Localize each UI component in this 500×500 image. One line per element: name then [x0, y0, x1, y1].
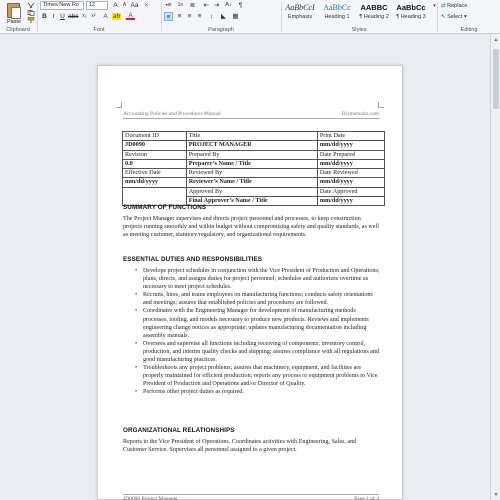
- clipboard-group: Paste Clipboard: [0, 0, 36, 34]
- increase-indent-icon[interactable]: ⇥: [213, 2, 220, 9]
- line-spacing-icon[interactable]: ↕: [209, 13, 214, 20]
- summary-paragraph: The Project Manager supervises and directs project personnel and processes, to keep construction projects running smoothly and within budget without compromising safety and quality standards, as well as meeting customer, statutory/regulatory, and organizational requirements.: [123, 216, 379, 239]
- text-effects-icon[interactable]: A: [103, 13, 108, 20]
- replace-button[interactable]: ⇄ Replace: [441, 3, 468, 9]
- duties-heading: ESSENTIAL DUTIES AND RESPONSIBILITIES: [123, 256, 263, 263]
- clear-format-icon[interactable]: ⨯: [143, 2, 150, 9]
- styles-gallery: AaBbCcI Emphasis AaBbCc Heading 1 AABBC ¶ Heading 2 AaBbCc ¶ Heading 3 ▾ Styles: [282, 0, 436, 26]
- select-button[interactable]: ↖ Select ▾: [441, 14, 467, 20]
- list-item: • Performs other project duties as required.: [123, 388, 381, 396]
- scroll-down-icon[interactable]: ▼: [493, 492, 499, 498]
- style-heading-2[interactable]: AABBC ¶ Heading 2: [359, 3, 389, 20]
- shrink-font-icon[interactable]: A: [122, 2, 127, 8]
- page-footer: JD0090 Project Manager Page 1 of 4: [123, 496, 379, 500]
- ribbon: [0, 0, 500, 34]
- duties-list: [123, 267, 381, 397]
- style-heading-3[interactable]: AaBbCc ¶ Heading 3: [396, 3, 426, 20]
- copy-icon[interactable]: [27, 10, 35, 16]
- show-marks-icon[interactable]: ¶: [238, 2, 243, 9]
- paragraph-group: •≡ 1≡ ≣ ⇤ ⇥ A↓ ¶ ≡ ≡ ≡ ≡ ↕ ◣ ▦ Paragraph: [162, 0, 280, 34]
- table-row: mm/dd/yyyy Reviewer’s Name / Title mm/dd/yyyy: [123, 178, 385, 187]
- bold-icon[interactable]: B: [42, 13, 47, 20]
- shading-icon[interactable]: ◣: [221, 13, 226, 20]
- list-item: • Coordinates with the Engineering Manager for development of manufacturing methods processes, tooling, and models necessary to produce new products. Reviews and implements engineering change notices as appropriate; updates manufacturing documentation including assembly manuals.: [123, 307, 381, 339]
- superscript-icon[interactable]: x²: [91, 13, 96, 19]
- align-center-icon[interactable]: ≡: [177, 13, 182, 20]
- multilevel-list-icon[interactable]: ≣: [189, 2, 196, 9]
- editing-group: ⇄ Replace ↖ Select ▾ Editing: [441, 3, 478, 33]
- replace-icon: ⇄: [441, 3, 446, 9]
- table-row: Approved By Date Approved: [123, 187, 385, 196]
- font-group: Times New Ro 12 A A Aa ⨯ B I U abc x₂ x² A ab A Font: [38, 0, 160, 34]
- borders-icon[interactable]: ▦: [232, 13, 239, 20]
- cut-icon[interactable]: [27, 3, 35, 9]
- table-row: Revision Prepared By Date Prepared: [123, 150, 385, 159]
- scroll-thumb[interactable]: [493, 49, 499, 109]
- list-item: • Troubleshoots any project problems; assures that machinery, equipment, and facilities are properly maintained for efficient production; reports any process or equipment problems to Vice President of Production and Operations and/or Director of Quality.: [123, 364, 381, 388]
- numbering-icon[interactable]: 1≡: [177, 2, 184, 8]
- table-row: Final Approver’s Name / Title mm/dd/yyyy: [123, 197, 385, 206]
- paste-button[interactable]: Paste: [3, 2, 25, 24]
- document-control-table: [122, 131, 385, 206]
- list-item: • Develops project schedules in conjunction with the Vice President of Production and Operations; plans, directs, and assigns duties for project personnel; schedules and authorizes overtime as necessary to meet project schedules.: [123, 267, 381, 291]
- bullets-icon[interactable]: •≡: [165, 2, 172, 9]
- grow-font-icon[interactable]: A: [113, 2, 118, 9]
- table-row: 0.0 Preparer’s Name / Title mm/dd/yyyy: [123, 159, 385, 168]
- underline-icon[interactable]: U: [60, 13, 65, 20]
- italic-icon[interactable]: I: [52, 13, 55, 20]
- table-row: Document ID Title Print Date: [123, 132, 385, 141]
- list-item: • Recruits, hires, and trains employees on manufacturing functions; conducts safety orientations and meetings; assures that established policies and procedures are followed.: [123, 291, 381, 307]
- subscript-icon[interactable]: x₂: [82, 13, 87, 19]
- change-case-icon[interactable]: Aa: [130, 2, 139, 9]
- list-item: • Oversees and supervise all functions including receiving of components; inventory control, production, and interim quality checks and shipping; assures compliance with all regulations and good manufacturing practices.: [123, 340, 381, 364]
- styles-more-icon[interactable]: ▾: [433, 3, 436, 9]
- style-emphasis[interactable]: AaBbCcI Emphasis: [285, 3, 315, 20]
- align-right-icon[interactable]: ≡: [187, 13, 192, 20]
- decrease-indent-icon[interactable]: ⇤: [203, 2, 210, 9]
- justify-icon[interactable]: ≡: [197, 13, 202, 20]
- relationships-paragraph: Reports to the Vice President of Operations. Coordinates activities with Engineering, Sales, and Customer Service. Supervises all personnel assigned to a given project.: [123, 439, 357, 454]
- relationships-heading: ORGANIZATIONAL RELATIONSHIPS: [123, 427, 235, 434]
- vertical-scrollbar[interactable]: [490, 35, 500, 500]
- summary-heading: SUMMARY OF FUNCTIONS: [123, 204, 207, 211]
- align-left-icon[interactable]: ≡: [164, 12, 173, 21]
- document-area: [0, 35, 500, 500]
- font-name-box[interactable]: Times New Ro: [40, 1, 84, 10]
- select-arrow-icon: ↖: [441, 14, 446, 20]
- strikethrough-icon[interactable]: abc: [68, 13, 79, 20]
- sort-icon[interactable]: A↓: [225, 2, 232, 8]
- document-page[interactable]: [97, 65, 403, 500]
- page-header: Accounting Policies and Procedures Manual Bizmanualz.com: [123, 111, 379, 117]
- highlight-icon[interactable]: ab: [113, 13, 121, 20]
- table-row: JD0090 PROJECT MANAGER mm/dd/yyyy: [123, 141, 385, 150]
- font-color-icon[interactable]: A: [126, 12, 135, 20]
- format-painter-icon[interactable]: [27, 17, 35, 23]
- table-row: Effective Date Reviewed By Date Reviewed: [123, 169, 385, 178]
- scroll-up-icon[interactable]: ▲: [493, 37, 499, 43]
- font-size-box[interactable]: 12: [86, 1, 108, 10]
- style-heading-1[interactable]: AaBbCc Heading 1: [323, 3, 351, 20]
